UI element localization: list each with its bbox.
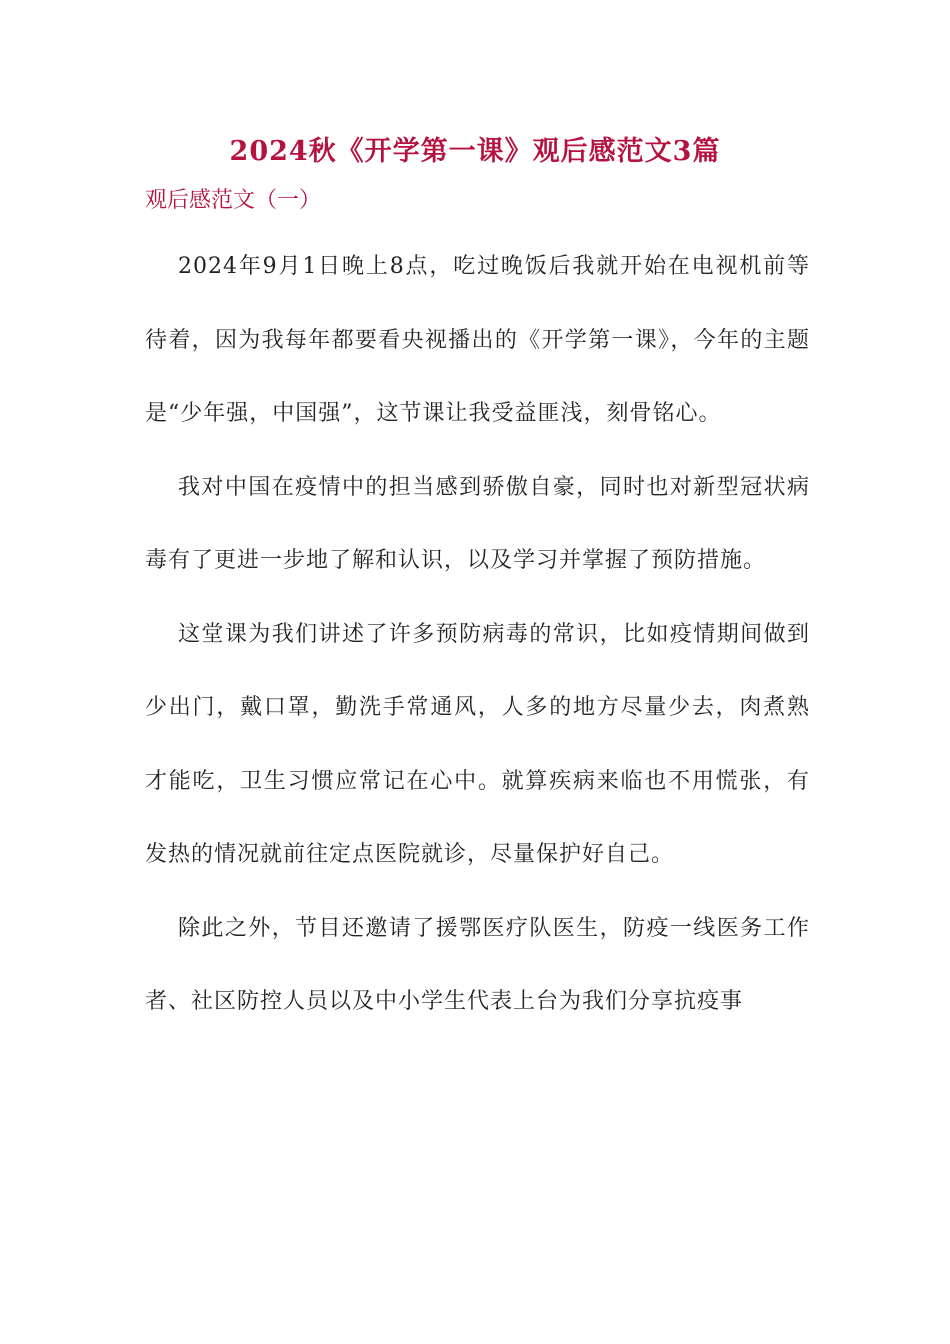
paragraph-1: 2024年9月1日晚上8点，吃过晚饭后我就开始在电视机前等待着，因为我每年都要看央视播出的《开学第一课》，今年的主题是“少年强，中国强”，这节课让我受益匪浅，刻骨铭心。 [145,254,810,426]
document-title: 2024秋《开学第一课》观后感范文3篇 [229,136,721,167]
section-heading: 观后感范文（一） [145,188,322,213]
paragraph-4: 除此之外，节目还邀请了援鄂医疗队医生，防疫一线医务工作者、社区防控人员以及中小学生代表上台为我们分享抗疫事 [145,915,810,1014]
paragraph-3: 这堂课为我们讲述了许多预防病毒的常识，比如疫情期间做到少出门，戴口罩，勤洗手常通风，人多的地方尽量少去，肉煮熟才能吃，卫生习惯应常记在心中。就算疾病来临也不用慌张，有发热的情况就前往定点医院就诊，尽量保护好自己。 [145,621,810,867]
document-body [145,230,810,1039]
paragraph-2: 我对中国在疫情中的担当感到骄傲自豪，同时也对新型冠状病毒有了更进一步地了解和认识，以及学习并掌握了预防措施。 [145,474,810,573]
